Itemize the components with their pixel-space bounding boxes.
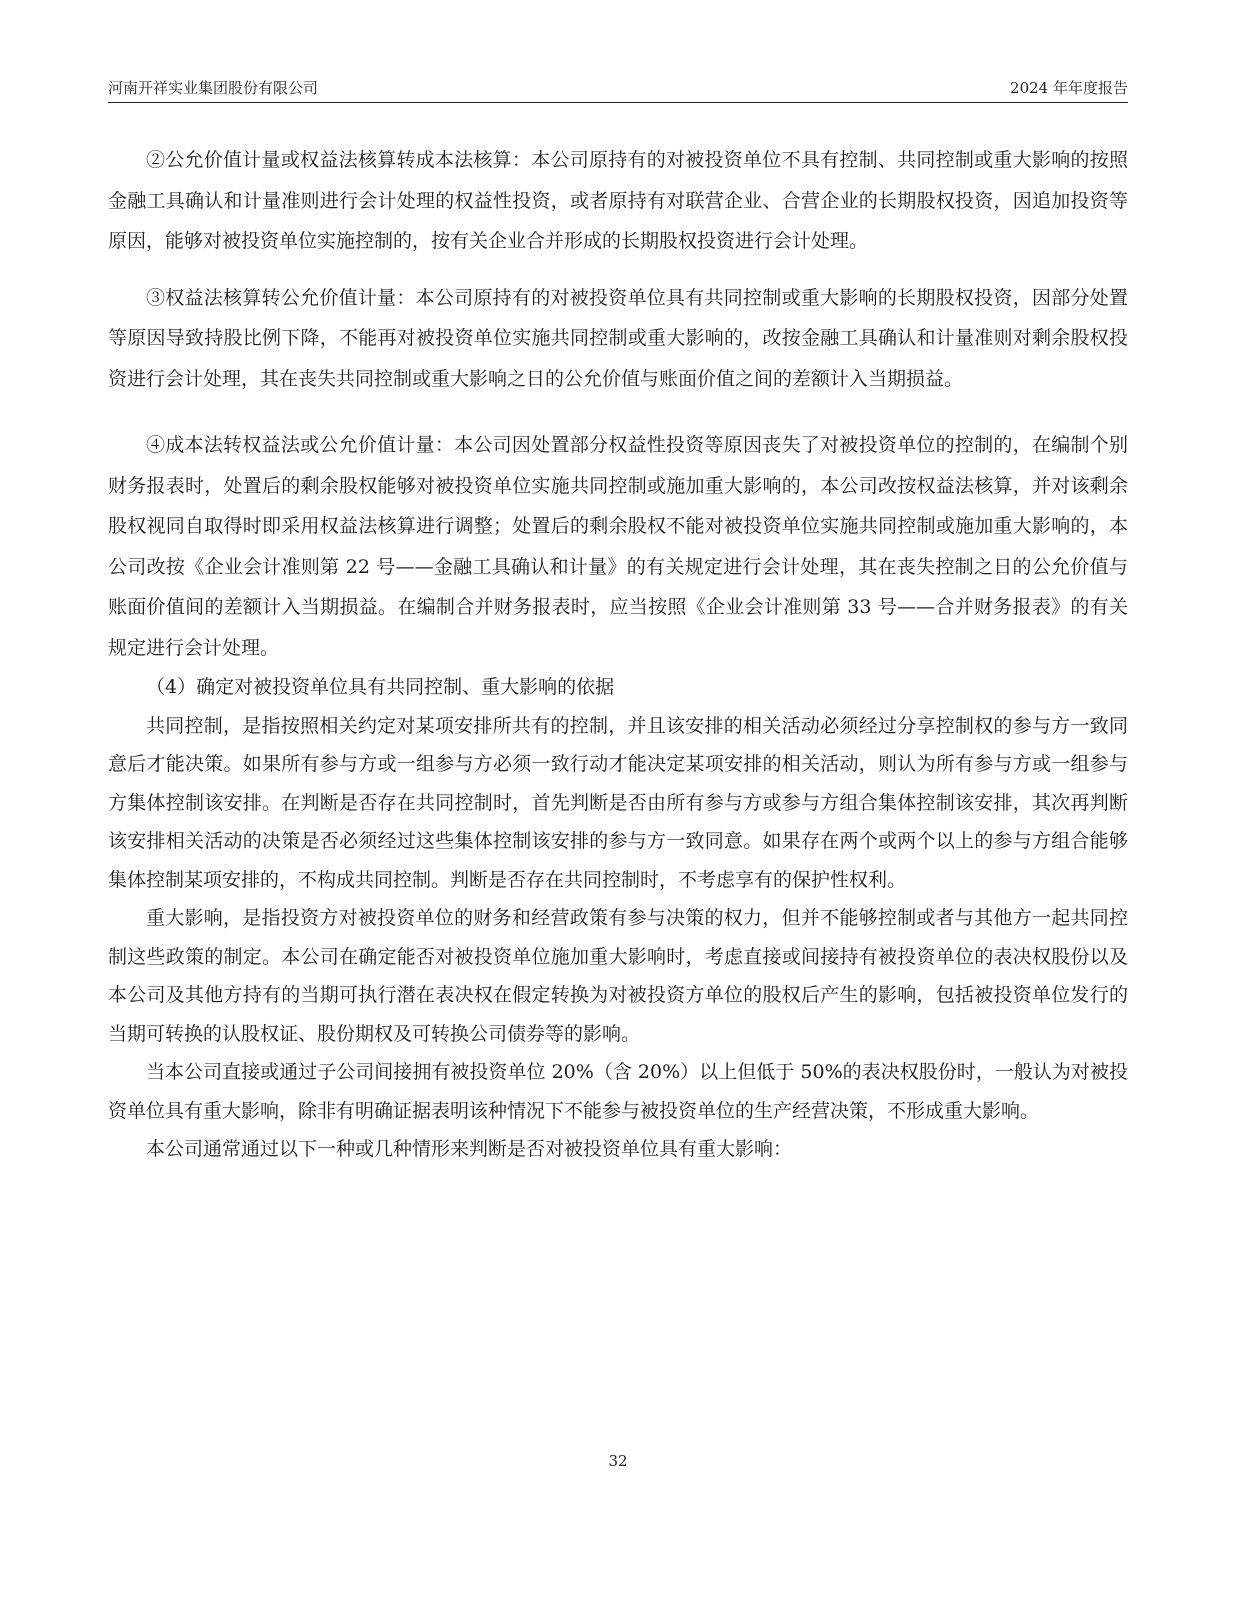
section-heading-4: （4）确定对被投资单位具有共同控制、重大影响的依据 (146, 676, 615, 698)
page-header (108, 70, 1128, 103)
page-number: 32 (608, 1452, 628, 1470)
paragraph-cost-to-equity: ④成本法转权益法或公允价值计量：本公司因处置部分权益性投资等原因丧失了对被投资单位的控制的，在编制个别财务报表时，处置后的剩余股权能够对被投资单位实施共同控制或施加重大影响的，本公司改按权益法核算，并对该剩余股权视同自取得时即采用权益法核算进行调整；处置后的剩余股权不能对被投资单位实施共同控制或施加重大影响的，本公司改按《企业会计准则第 22 号——金融工具确认和计量》的有关规定进行会计处理，其在丧失控制之日的公允价值与账面价值间的差额计入当期损益。在编制合并财务报表时，应当按照《企业会计准则第 33 号——合并财务报表》的有关规定进行会计处理。 (108, 434, 1128, 659)
header-report-title: 2024 年年度报告 (1010, 79, 1128, 97)
paragraph-joint-control: 共同控制，是指按照相关约定对某项安排所共有的控制，并且该安排的相关活动必须经过分享控制权的参与方一致同意后才能决策。如果所有参与方或一组参与方必须一致行动才能决定某项安排的相关活动，则认为所有参与方或一组参与方集体控制该安排。在判断是否存在共同控制时，首先判断是否由所有参与方或参与方组合集体控制该安排，其次再判断该安排相关活动的决策是否必须经过这些集体控制该安排的参与方一致同意。如果存在两个或两个以上的参与方组合能够集体控制某项安排的，不构成共同控制。判断是否存在共同控制时，不考虑享有的保护性权利。 (108, 714, 1128, 891)
paragraph-threshold: 当本公司直接或通过子公司间接拥有被投资单位 20%（含 20%）以上但低于 50%的表决权股份时，一般认为对被投资单位具有重大影响，除非有明确证据表明该种情况下不能参与被投资单位的生产经营决策，不形成重大影响。 (108, 1061, 1128, 1122)
paragraph-significant-influence: 重大影响，是指投资方对被投资单位的财务和经营政策有参与决策的权力，但并不能够控制或者与其他方一起共同控制这些政策的制定。本公司在确定能否对被投资单位施加重大影响时，考虑直接或间接持有被投资单位的表决权股份以及本公司及其他方持有的当期可执行潜在表决权在假定转换为对被投资方单位的股权后产生的影响，包括被投资单位发行的当期可转换的认股权证、股份期权及可转换公司债券等的影响。 (108, 907, 1128, 1045)
paragraph-criteria-intro: 本公司通常通过以下一种或几种情形来判断是否对被投资单位具有重大影响： (146, 1138, 793, 1160)
paragraph-equity-to-fair-value: ③权益法核算转公允价值计量：本公司原持有的对被投资单位具有共同控制或重大影响的长期股权投资，因部分处置等原因导致持股比例下降，不能再对被投资单位实施共同控制或重大影响的，改按金融工具确认和计量准则对剩余股权投资进行会计处理，其在丧失共同控制或重大影响之日的公允价值与账面价值之间的差额计入当期损益。 (108, 286, 1128, 390)
header-company-name: 河南开祥实业集团股份有限公司 (108, 79, 319, 97)
document-body (108, 140, 1128, 1169)
paragraph-fair-value-to-cost: ②公允价值计量或权益法核算转成本法核算：本公司原持有的对被投资单位不具有控制、共同控制或重大影响的按照金融工具确认和计量准则进行会计处理的权益性投资，或者原持有对联营企业、合营企业的长期股权投资，因追加投资等原因，能够对被投资单位实施控制的，按有关企业合并形成的长期股权投资进行会计处理。 (108, 149, 1128, 252)
